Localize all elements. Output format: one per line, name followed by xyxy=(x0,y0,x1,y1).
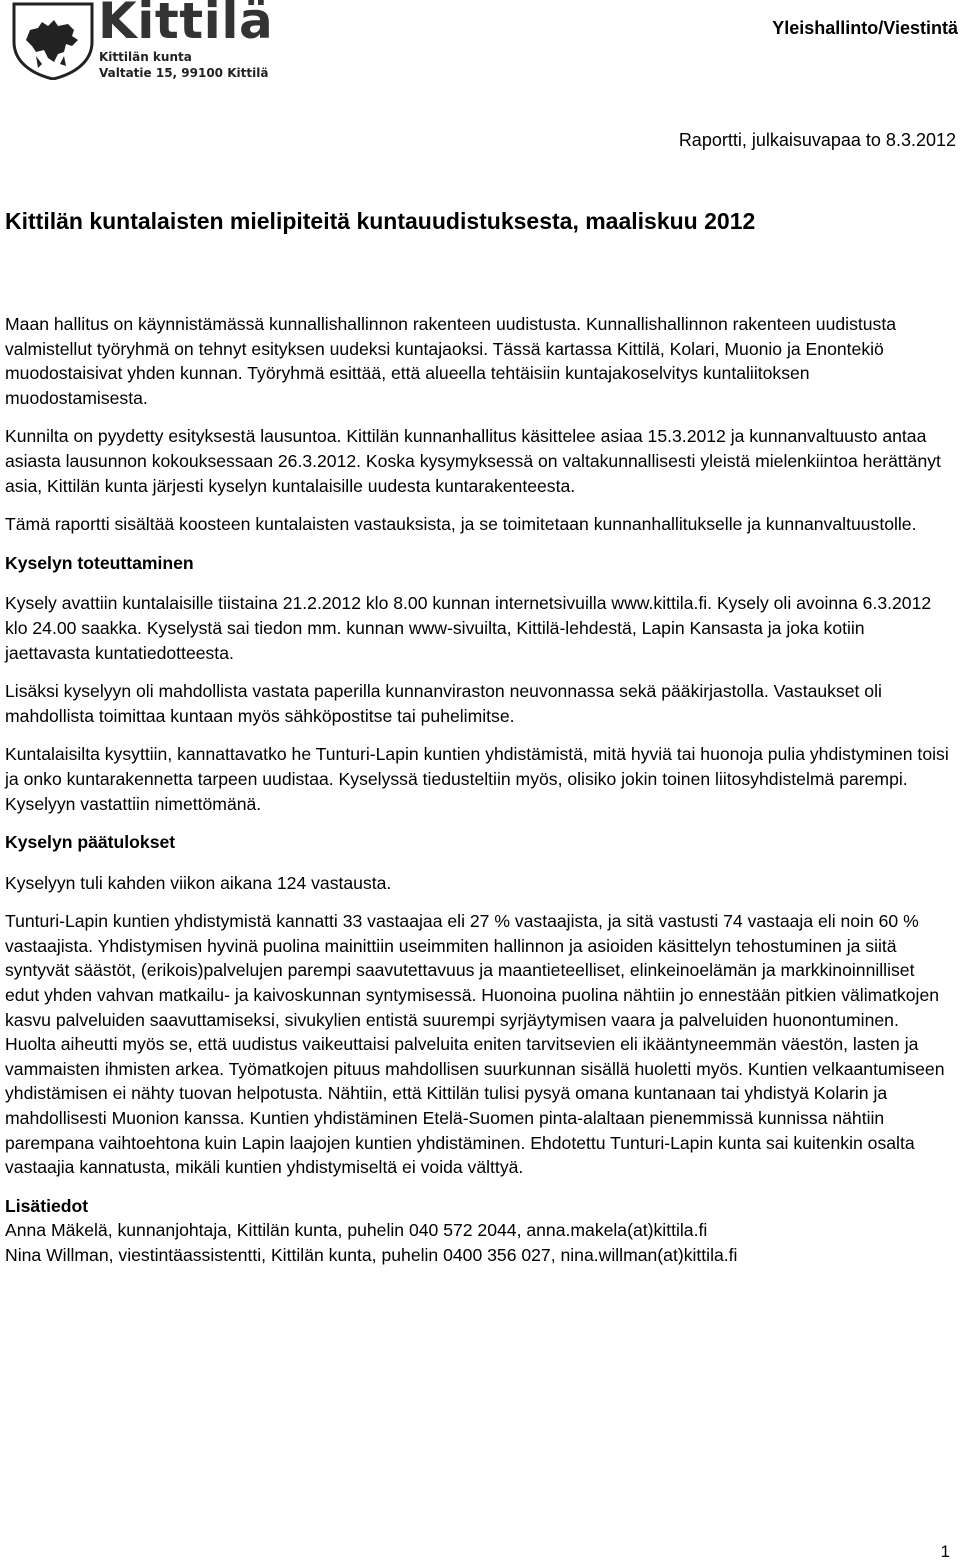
department-label: Yleishallinto/Viestintä xyxy=(772,18,958,38)
intro-paragraph-2: Kunnilta on pyydetty esityksestä lausuntoa. Kittilän kunnanhallitus käsittelee asiaa 15.3.2012 ja kunnanvaltuusto antaa asiasta lausunnon kokouksessaan 26.3.2012. Koska kysymyksessä on valtakunnallisesti yleistä mielenkiintoa herättänyt asia, Kittilän kunta järjesti kyselyn kuntalaisille uudesta kuntarakenteesta. xyxy=(5,426,941,496)
implementation-heading: Kyselyn toteuttaminen xyxy=(5,552,194,573)
results-paragraph-1: Kyselyyn tuli kahden viikon aikana 124 vastausta. xyxy=(5,872,392,893)
kittila-coat-of-arms-logo xyxy=(8,0,98,80)
logo-address: Valtatie 15, 99100 Kittilä xyxy=(99,66,269,80)
logo-wordmark: Kittilä xyxy=(98,0,274,50)
logo-organization: Kittilän kunta xyxy=(99,50,192,64)
document-body xyxy=(5,312,953,1268)
intro-paragraph-1: Maan hallitus on käynnistämässä kunnallishallinnon rakenteen uudistusta. Kunnallishallinnon rakenteen uudistusta valmistellut työryhmä on tehnyt esityksen uudeksi kuntajaoksi. Tässä kartassa Kittilä, Kolari, Muonio ja Enontekiö muodostaisivat yhden kunnan. Työryhmä esittää, että alueella tehtäisiin kuntajakoselvitys kuntaliitoksen muodostamisesta. xyxy=(5,314,897,408)
implementation-paragraph-1: Kysely avattiin kuntalaisille tiistaina 21.2.2012 klo 8.00 kunnan internetsivuilla www.kittila.fi. Kysely oli avoinna 6.3.2012 klo 24.00 saakka. Kyselystä sai tiedon mm. kunnan www-sivuilta, Kittilä-lehdestä, Lapin Kansasta ja joka kotiin jaettavasta kuntatiedotteesta. xyxy=(5,593,932,663)
results-heading: Kyselyn päätulokset xyxy=(5,832,176,853)
document-title: Kittilän kuntalaisten mielipiteitä kuntauudistuksesta, maaliskuu 2012 xyxy=(5,208,756,234)
results-paragraph-2: Tunturi-Lapin kuntien yhdistymistä kannatti 33 vastaajaa eli 27 % vastaajista, ja sitä vastusti 74 vastaaja eli noin 60 % vastaajista. Yhdistymisen hyvinä puolina mainittiin useimmiten hallinnon ja asioiden käsittelyn tehostuminen ja siitä syntyvät säästöt, (erikois)palvelujen parempi saavutettavuus ja maantieteelliset, elinkeinoelämän ja markkinoinnilliset edut yhden vahvan matkailu- ja kaivoskunnan syntymisessä. Huonoina puolina nähtiin jo ennestään pitkien välimatkojen kasvu palveluiden saavuttamiseksi, sivukylien entistä suurempi syrjäytymisen vaara ja palveluiden huonontuminen. Huolta aiheutti myös se, että uudistus vaikeuttaisi palveluita eniten tarvitsevien eli ikääntyneemmän väestön, lasten ja vammaisten ihmisten arkea. Työmatkojen pituus mahdollisen suurkunnan sisällä huoletti myös. Kuntien velkaantumiseen yhdistämisen ei nähty tuovan helpotusta. Nähtiin, että Kittilän tulisi pysyä omana kuntanaan tai yhdistyä Kolarin ja mahdollisesti Muonion kanssa. Kuntien yhdistäminen Etelä-Suomen pinta-alaltaan pienemmissä kunnissa nähtiin parempana vaihtoehtona kuin Lapin laajojen kuntien yhdistäminen. Ehdotettu Tunturi-Lapin kunta sai kuitenkin osalta vastaajia kannatusta, mikäli kuntien yhdistymiseltä ei voida välttyä. xyxy=(5,911,945,1178)
release-date: Raportti, julkaisuvapaa to 8.3.2012 xyxy=(678,130,956,150)
contacts-heading: Lisätiedot xyxy=(5,1195,89,1216)
contact-line: Nina Willman, viestintäassistentti, Kittilän kunta, puhelin 0400 356 027, nina.willman(at)kittila.fi xyxy=(5,1245,738,1265)
implementation-paragraph-3: Kuntalaisilta kysyttiin, kannattavatko he Tunturi-Lapin kuntien yhdistämistä, mitä hyviä tai huonoja pulia yhdistyminen toisi ja onko kuntarakennetta tarpeen uudistaa. Kyselyssä tiedusteltiin myös, olisiko jokin toinen liitosyhdistelmä parempi. Kyselyyn vastattiin nimettömänä. xyxy=(5,744,949,814)
page-number: 1 xyxy=(940,1542,950,1561)
contact-line: Anna Mäkelä, kunnanjohtaja, Kittilän kunta, puhelin 040 572 2044, anna.makela(at)kittila.fi xyxy=(5,1220,708,1241)
implementation-paragraph-2: Lisäksi kyselyyn oli mahdollista vastata paperilla kunnanviraston neuvonnassa sekä pääkirjastolla. Vastaukset oli mahdollista toimittaa kuntaan myös sähköpostitse tai puhelimitse. xyxy=(5,681,882,726)
intro-paragraph-3: Tämä raportti sisältää koosteen kuntalaisten vastauksista, ja se toimitetaan kunnanhallitukselle ja kunnanvaltuustolle. xyxy=(5,514,917,535)
